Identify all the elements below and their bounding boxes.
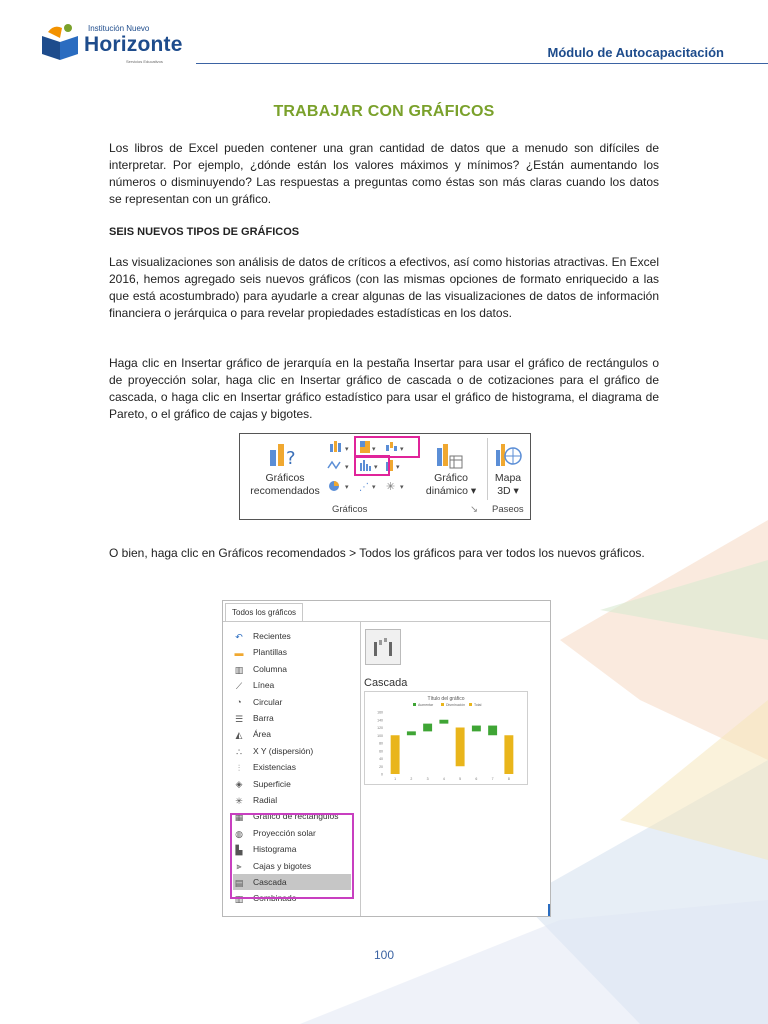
svg-text:?: ? <box>286 448 296 468</box>
chart-type-label: Plantillas <box>253 647 288 658</box>
chart-type-item[interactable] <box>233 726 351 742</box>
x-tick-label: 7 <box>491 777 494 781</box>
y-tick-label: 40 <box>379 757 383 761</box>
chart-type-label: Recientes <box>253 631 291 641</box>
chart-type-item[interactable] <box>233 759 351 775</box>
module-title: Módulo de Autocapacitación <box>547 45 724 60</box>
book-logo-icon <box>38 22 82 62</box>
y-tick-label: 60 <box>379 749 383 754</box>
recommended-label-1: Gráficos <box>265 472 305 484</box>
chart-type-icon: ⟋ <box>235 680 243 691</box>
legend-swatch <box>413 703 416 706</box>
preview-chart <box>364 691 528 785</box>
svg-text:▾: ▾ <box>400 446 404 453</box>
pivot-label-2: dinámico ▾ <box>425 485 477 497</box>
waterfall-bar <box>407 731 416 735</box>
waterfall-chart <box>365 692 527 784</box>
waterfall-thumb-icon <box>366 630 400 664</box>
institution-logo <box>38 22 188 66</box>
svg-text:▾: ▾ <box>400 484 404 491</box>
x-tick-label: 2 <box>410 777 413 781</box>
page-number: 100 <box>373 948 395 962</box>
chart-type-label: Radial <box>253 795 278 805</box>
svg-text:▾: ▾ <box>372 446 376 453</box>
chart-type-label: Histograma <box>253 844 297 855</box>
svg-text:▾: ▾ <box>345 464 349 471</box>
waterfall-bar <box>504 735 513 774</box>
page-header <box>0 0 768 70</box>
waterfall-bar <box>456 728 465 767</box>
chart-type-label: Proyección solar <box>253 827 316 838</box>
chart-type-icon: ◍ <box>235 828 243 839</box>
statistic-chart-highlight <box>354 455 390 476</box>
y-tick-label: 0 <box>381 772 383 777</box>
chart-type-label: Existencias <box>253 762 296 773</box>
y-axis-ticks <box>377 711 383 777</box>
recommended-charts-icon[interactable] <box>268 440 300 468</box>
map-label-1: Mapa <box>494 472 522 484</box>
waterfall-bar <box>488 726 497 736</box>
waterfall-bar <box>472 726 481 732</box>
chart-type-label: Barra <box>253 713 274 723</box>
insert-chart-dialog <box>222 600 551 917</box>
svg-text:▾: ▾ <box>372 484 376 491</box>
group-label-charts: Gráficos <box>332 504 368 515</box>
chart-type-icon: ▥ <box>234 664 244 675</box>
chart-type-item[interactable] <box>233 710 351 726</box>
x-tick-label: 5 <box>459 777 462 781</box>
dialog-tab-divider <box>223 621 550 622</box>
chart-type-label: Cajas y bigotes <box>253 860 312 871</box>
legend-swatch <box>469 703 472 706</box>
x-tick-label: 3 <box>426 777 429 781</box>
chart-type-icon: ∴ <box>236 746 242 757</box>
map-label-2: 3D ▾ <box>497 485 519 497</box>
chart-type-icon: ◈ <box>235 779 243 790</box>
chart-type-label: Superficie <box>253 778 291 789</box>
chart-type-icon: ▬ <box>234 648 244 659</box>
chart-type-item[interactable] <box>233 776 351 792</box>
excel-ribbon-charts-group <box>239 433 531 520</box>
waterfall-bar <box>439 720 448 724</box>
section-subtitle: SEIS NUEVOS TIPOS DE GRÁFICOS <box>109 226 300 238</box>
dialog-pane-divider <box>360 622 361 916</box>
paragraph-visualizations: Las visualizaciones son análisis de datos de críticos a efectivos, así como historias atractivas. En Excel 2016, hemos agregado seis nuevos gráficos (con las mismas opciones de formato enriquecido a las que está acostumbrado) para ayudarle a crear algunas de las visualizaciones de datos de información financiera o jerárquica o para revelar propiedades estadísticas en los datos. <box>109 255 659 320</box>
logo-top-text: Institución Nuevo <box>88 24 150 33</box>
chart-type-icon: ▦ <box>234 812 244 823</box>
dialog-launcher-icon[interactable]: ↘ <box>470 504 478 515</box>
chart-legend <box>413 703 482 707</box>
svg-text:✳: ✳ <box>386 481 396 493</box>
chart-type-icon: ⫸ <box>236 861 242 872</box>
chart-type-icon: ▙ <box>235 844 243 855</box>
resize-grip[interactable] <box>548 904 550 916</box>
chart-type-item[interactable] <box>233 628 351 644</box>
y-tick-label: 120 <box>377 726 383 730</box>
pivot-chart-icon[interactable] <box>435 440 465 470</box>
legend-swatch <box>441 703 444 706</box>
chart-type-icon: ✳ <box>235 795 243 806</box>
legend-label: Total <box>474 703 482 707</box>
x-axis-ticks <box>394 777 510 781</box>
chart-type-item[interactable] <box>233 792 351 808</box>
chart-title: Título del gráfico <box>427 696 465 702</box>
chart-type-label: Área <box>253 729 271 740</box>
x-tick-label: 4 <box>442 777 445 781</box>
legend-label: Aumentar <box>418 703 434 707</box>
x-tick-label: 8 <box>507 777 510 781</box>
chart-type-icon: ▥ <box>234 894 244 905</box>
chart-type-icon: ◭ <box>235 730 243 741</box>
chart-type-icon: ◔ <box>236 697 242 708</box>
tab-all-charts[interactable]: Todos los gráficos <box>225 603 303 621</box>
recommended-charts-button[interactable] <box>242 472 328 498</box>
chart-type-item[interactable] <box>233 694 351 710</box>
pivot-label-1: Gráfico <box>434 472 468 484</box>
new-chart-types-highlight <box>230 813 354 899</box>
logo-main-text: Horizonte <box>84 33 183 56</box>
paragraph-insert-instructions: Haga clic en Insertar gráfico de jerarquía en la pestaña Insertar para usar el gráfico de rectángulos o de proyección solar, haga clic en Insertar gráfico de cascada o de cotizaciones para el gráfico de cascada, o haga clic en Insertar gráfico estadístico para usar el gráfico de histograma, el diagrama de Pareto, o el gráfico de cajas y bigotes. <box>109 356 659 421</box>
y-tick-label: 140 <box>377 718 383 723</box>
group-label-tours: Paseos <box>492 504 524 515</box>
waterfall-thumbnail[interactable] <box>365 629 401 665</box>
page-title: TRABAJAR CON GRÁFICOS <box>273 103 495 120</box>
chart-type-icon: ▤ <box>234 877 244 888</box>
x-tick-label: 6 <box>475 777 478 781</box>
chart-type-label: X Y (dispersión) <box>253 745 314 756</box>
preview-title: Cascada <box>364 677 408 689</box>
logo-sub-text: Servicios Educativos <box>126 59 163 64</box>
chart-type-item[interactable] <box>233 661 351 677</box>
y-tick-label: 80 <box>379 741 383 746</box>
legend-label: Disminución <box>446 703 466 707</box>
chart-type-item[interactable] <box>233 743 351 759</box>
svg-text:▾: ▾ <box>345 446 349 453</box>
svg-text:▾: ▾ <box>374 464 378 471</box>
waterfall-bars <box>391 720 514 774</box>
waterfall-bar <box>423 724 432 732</box>
chart-type-label: Gráfico de rectángulos <box>253 811 339 822</box>
chart-type-icon: ⫶ <box>237 762 241 773</box>
paragraph-all-charts: O bien, haga clic en Gráficos recomendados > Todos los gráficos para ver todos los nuevos gráficos. <box>109 546 645 560</box>
svg-text:⋰: ⋰ <box>359 482 369 493</box>
chart-type-icon: ↶ <box>235 631 243 642</box>
chart-type-item[interactable] <box>233 677 351 693</box>
svg-text:▾: ▾ <box>345 484 349 491</box>
3d-map-icon[interactable] <box>494 440 522 468</box>
recommended-label-2: recomendados <box>250 485 320 497</box>
pivot-chart-button[interactable] <box>420 472 482 498</box>
chart-type-label: Circular <box>253 696 283 707</box>
x-tick-label: 1 <box>394 777 397 781</box>
y-tick-label: 100 <box>377 733 383 738</box>
paragraph-intro: Los libros de Excel pueden contener una gran cantidad de datos que a menudo son difíciles de interpretar. Por ejemplo, ¿dónde están los valores máximos y mínimos? ¿Están aumentando los números o disminuyendo? Las respuestas a preguntas como éstas son más claras cuando los datos se representan con un gráfico. <box>109 141 659 206</box>
chart-type-label: Combinado <box>253 893 297 904</box>
chart-type-label: Línea <box>253 680 275 691</box>
waterfall-bar <box>391 735 400 774</box>
svg-text:▾: ▾ <box>396 464 400 471</box>
chart-type-item[interactable] <box>233 644 351 660</box>
chart-type-icon: ☰ <box>234 713 244 724</box>
chart-type-label: Cascada <box>253 877 287 887</box>
3d-map-button[interactable] <box>488 472 528 498</box>
chart-type-label: Columna <box>253 663 288 674</box>
y-tick-label: 20 <box>379 764 383 769</box>
header-divider <box>196 63 768 64</box>
y-tick-label: 160 <box>377 710 383 715</box>
